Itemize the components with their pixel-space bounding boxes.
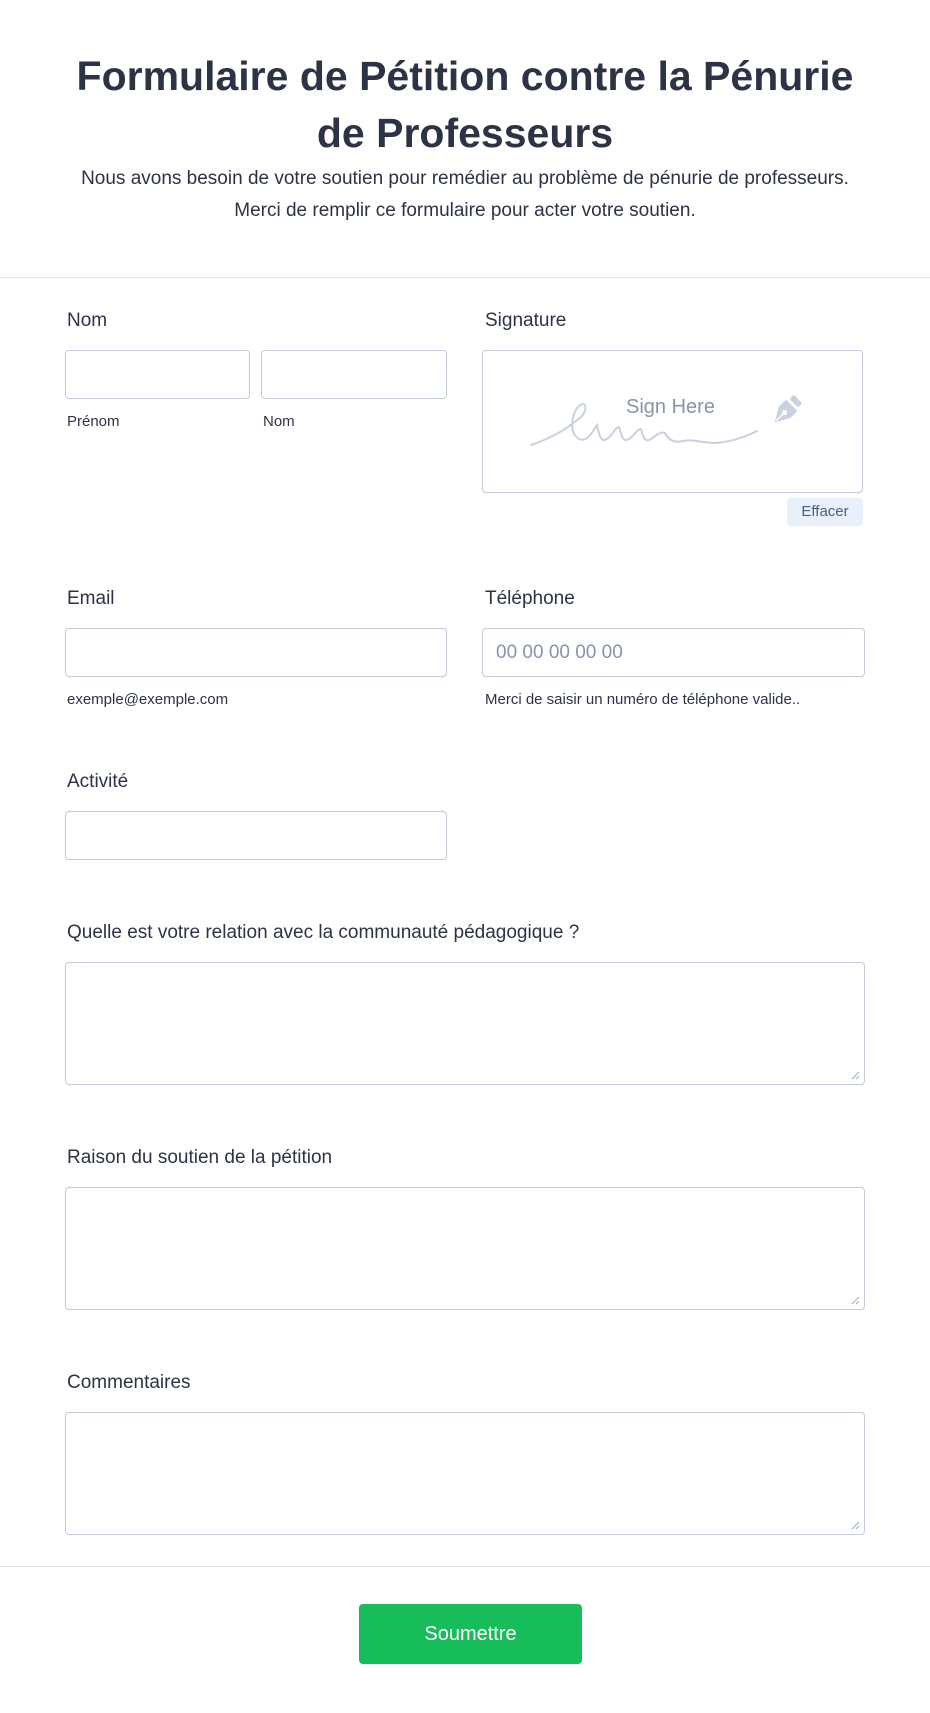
- email-sublabel: exemple@exemple.com: [67, 691, 229, 708]
- phone-label: Téléphone: [485, 588, 575, 609]
- footer-divider: [0, 1566, 930, 1567]
- phone-sublabel: Merci de saisir un numéro de téléphone valide..: [485, 691, 801, 708]
- email-label: Email: [67, 588, 115, 609]
- page-subtitle: Nous avons besoin de votre soutien pour remédier au problème de pénurie de professeurs. Merci de remplir ce formulaire pour acter votre soutien.: [81, 168, 849, 221]
- signature-scribble-icon: [483, 351, 864, 494]
- name-label: Nom: [67, 310, 108, 331]
- pen-nib-icon: [766, 391, 806, 431]
- comments-label: Commentaires: [67, 1372, 191, 1393]
- page-title: Formulaire de Pétition contre la Pénurie de Professeurs: [76, 53, 854, 156]
- email-input[interactable]: [65, 628, 447, 677]
- submit-button[interactable]: Soumettre: [359, 1604, 582, 1664]
- activity-input[interactable]: [65, 811, 447, 860]
- relation-label: Quelle est votre relation avec la communauté pédagogique ?: [67, 922, 580, 943]
- last-name-sublabel: Nom: [263, 413, 295, 430]
- first-name-input[interactable]: [65, 350, 250, 399]
- reason-textarea[interactable]: [65, 1187, 865, 1310]
- signature-pad[interactable]: [482, 350, 863, 493]
- last-name-input[interactable]: [261, 350, 447, 399]
- signature-placeholder: Sign Here: [626, 396, 715, 418]
- resize-handle-icon[interactable]: [851, 1296, 860, 1305]
- clear-signature-button[interactable]: Effacer: [787, 498, 863, 526]
- phone-input[interactable]: 00 00 00 00 00: [482, 628, 865, 677]
- signature-label: Signature: [485, 310, 567, 331]
- activity-label: Activité: [67, 771, 129, 792]
- comments-textarea[interactable]: [65, 1412, 865, 1535]
- first-name-sublabel: Prénom: [67, 413, 120, 430]
- reason-label: Raison du soutien de la pétition: [67, 1147, 333, 1168]
- relation-textarea[interactable]: [65, 962, 865, 1085]
- form-header: [0, 0, 930, 278]
- resize-handle-icon[interactable]: [851, 1071, 860, 1080]
- resize-handle-icon[interactable]: [851, 1521, 860, 1530]
